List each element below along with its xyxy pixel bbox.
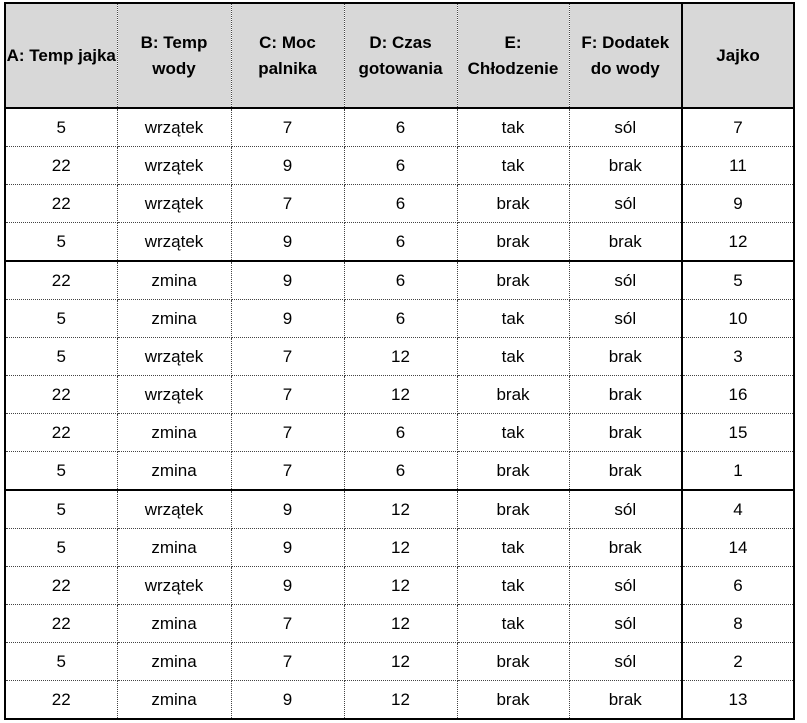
experiment-table [4,2,795,720]
cell-moc-palnika: 9 [231,490,344,529]
cell-czas-gotowania: 6 [344,414,457,452]
cell-moc-palnika: 9 [231,223,344,262]
table-body [5,108,794,719]
cell-dodatek: sól [569,261,682,300]
cell-jajko: 14 [682,529,794,567]
cell-chlodzenie: tak [457,338,569,376]
cell-moc-palnika: 7 [231,338,344,376]
cell-czas-gotowania: 12 [344,529,457,567]
header-temp-jajka: A: Temp jajka [5,3,117,108]
cell-temp-jajka: 5 [5,529,117,567]
cell-czas-gotowania: 12 [344,605,457,643]
cell-jajko: 10 [682,300,794,338]
cell-czas-gotowania: 12 [344,376,457,414]
cell-jajko: 4 [682,490,794,529]
cell-moc-palnika: 7 [231,643,344,681]
cell-czas-gotowania: 6 [344,108,457,147]
cell-temp-jajka: 22 [5,681,117,720]
cell-moc-palnika: 7 [231,376,344,414]
cell-jajko: 15 [682,414,794,452]
table-row [5,605,794,643]
cell-jajko: 11 [682,147,794,185]
cell-dodatek: sól [569,605,682,643]
cell-temp-wody: zmina [117,643,231,681]
cell-temp-wody: wrzątek [117,490,231,529]
table-row [5,108,794,147]
cell-chlodzenie: tak [457,147,569,185]
cell-temp-jajka: 22 [5,261,117,300]
cell-czas-gotowania: 6 [344,147,457,185]
cell-chlodzenie: tak [457,108,569,147]
cell-chlodzenie: brak [457,185,569,223]
table-row [5,567,794,605]
cell-jajko: 5 [682,261,794,300]
cell-temp-wody: zmina [117,529,231,567]
cell-chlodzenie: brak [457,452,569,491]
cell-temp-wody: zmina [117,681,231,720]
cell-temp-jajka: 5 [5,300,117,338]
cell-jajko: 12 [682,223,794,262]
cell-moc-palnika: 7 [231,414,344,452]
cell-moc-palnika: 9 [231,300,344,338]
cell-temp-jajka: 5 [5,223,117,262]
header-temp-wody: B: Temp wody [117,3,231,108]
table-row [5,643,794,681]
header-dodatek: F: Dodatek do wody [569,3,682,108]
cell-czas-gotowania: 12 [344,338,457,376]
cell-dodatek: sól [569,567,682,605]
cell-dodatek: sól [569,185,682,223]
cell-jajko: 2 [682,643,794,681]
cell-czas-gotowania: 6 [344,300,457,338]
cell-temp-wody: wrzątek [117,223,231,262]
cell-chlodzenie: tak [457,529,569,567]
cell-dodatek: brak [569,223,682,262]
cell-moc-palnika: 7 [231,605,344,643]
cell-chlodzenie: brak [457,643,569,681]
header-czas-gotowania: D: Czas gotowania [344,3,457,108]
cell-jajko: 13 [682,681,794,720]
cell-chlodzenie: tak [457,605,569,643]
cell-temp-wody: zmina [117,414,231,452]
table-row [5,376,794,414]
cell-czas-gotowania: 6 [344,261,457,300]
table-row [5,490,794,529]
cell-czas-gotowania: 6 [344,452,457,491]
cell-temp-wody: wrzątek [117,185,231,223]
cell-czas-gotowania: 12 [344,681,457,720]
cell-temp-jajka: 22 [5,567,117,605]
header-jajko: Jajko [682,3,794,108]
cell-dodatek: sól [569,643,682,681]
cell-czas-gotowania: 12 [344,490,457,529]
cell-temp-jajka: 5 [5,452,117,491]
cell-moc-palnika: 7 [231,452,344,491]
header-moc-palnika: C: Moc palnika [231,3,344,108]
cell-dodatek: brak [569,452,682,491]
table-row [5,261,794,300]
cell-chlodzenie: brak [457,261,569,300]
cell-dodatek: brak [569,147,682,185]
cell-jajko: 9 [682,185,794,223]
cell-temp-jajka: 22 [5,147,117,185]
cell-chlodzenie: brak [457,223,569,262]
cell-temp-wody: wrzątek [117,108,231,147]
cell-dodatek: sól [569,300,682,338]
cell-moc-palnika: 7 [231,108,344,147]
cell-temp-wody: zmina [117,261,231,300]
header-chlodzenie: E: Chłodzenie [457,3,569,108]
cell-jajko: 3 [682,338,794,376]
cell-dodatek: brak [569,338,682,376]
header-row [5,3,794,108]
table-row [5,300,794,338]
cell-temp-jajka: 5 [5,338,117,376]
cell-dodatek: sól [569,490,682,529]
cell-temp-wody: wrzątek [117,567,231,605]
table-row [5,185,794,223]
cell-jajko: 1 [682,452,794,491]
cell-moc-palnika: 9 [231,147,344,185]
cell-moc-palnika: 7 [231,185,344,223]
cell-chlodzenie: tak [457,300,569,338]
cell-temp-jajka: 22 [5,185,117,223]
cell-moc-palnika: 9 [231,681,344,720]
cell-temp-jajka: 22 [5,605,117,643]
cell-temp-jajka: 5 [5,643,117,681]
cell-dodatek: brak [569,414,682,452]
cell-temp-wody: wrzątek [117,338,231,376]
cell-temp-jajka: 22 [5,376,117,414]
table-row [5,338,794,376]
cell-temp-jajka: 5 [5,108,117,147]
cell-chlodzenie: tak [457,414,569,452]
cell-temp-wody: zmina [117,452,231,491]
cell-temp-jajka: 5 [5,490,117,529]
cell-temp-wody: zmina [117,605,231,643]
cell-temp-wody: wrzątek [117,376,231,414]
cell-dodatek: sól [569,108,682,147]
cell-chlodzenie: brak [457,490,569,529]
cell-czas-gotowania: 12 [344,567,457,605]
table-row [5,681,794,720]
table-row [5,223,794,262]
cell-chlodzenie: brak [457,376,569,414]
cell-dodatek: brak [569,376,682,414]
table-row [5,414,794,452]
cell-czas-gotowania: 6 [344,185,457,223]
cell-moc-palnika: 9 [231,529,344,567]
cell-chlodzenie: tak [457,567,569,605]
cell-czas-gotowania: 12 [344,643,457,681]
cell-temp-jajka: 22 [5,414,117,452]
table-row [5,452,794,491]
cell-temp-wody: wrzątek [117,147,231,185]
cell-czas-gotowania: 6 [344,223,457,262]
cell-chlodzenie: brak [457,681,569,720]
cell-temp-wody: zmina [117,300,231,338]
cell-dodatek: brak [569,529,682,567]
table-row [5,147,794,185]
cell-moc-palnika: 9 [231,567,344,605]
cell-jajko: 8 [682,605,794,643]
cell-dodatek: brak [569,681,682,720]
table-row [5,529,794,567]
cell-jajko: 16 [682,376,794,414]
cell-moc-palnika: 9 [231,261,344,300]
cell-jajko: 6 [682,567,794,605]
cell-jajko: 7 [682,108,794,147]
